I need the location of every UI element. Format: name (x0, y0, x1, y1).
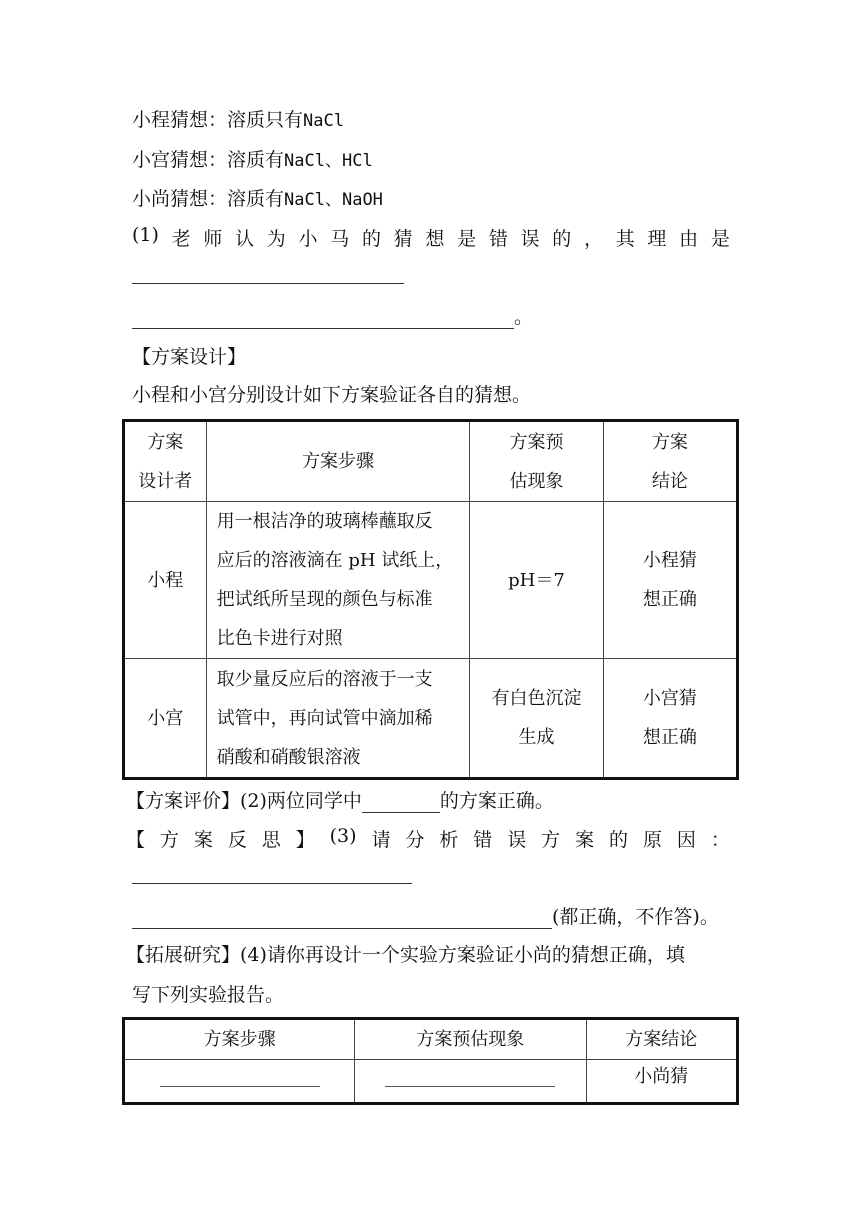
phenomenon-answer-cell[interactable] (355, 1060, 586, 1104)
answer-blank-1a[interactable] (132, 262, 404, 284)
phenomenon-cell: pH＝7 (470, 502, 603, 659)
answer-blank-3b: (都正确，不作答)。 (132, 902, 719, 929)
report-table-header (124, 1019, 738, 1060)
header-designer: 方案 设计者 (124, 421, 207, 502)
header-phenomenon: 方案预 估现象 (470, 421, 603, 502)
guess-xiaocheng: 小程猜想：溶质只有NaCl (132, 109, 344, 131)
table-row (124, 502, 738, 659)
table-row (124, 659, 738, 779)
header-conclusion: 方案 结论 (603, 421, 737, 502)
report-table (122, 1017, 739, 1105)
section-design-heading: 【方案设计】 (132, 346, 247, 368)
design-table (122, 419, 739, 780)
question-4-line1: 【拓展研究】(4)请你再设计一个实验方案验证小尚的猜想正确，填 (126, 944, 685, 966)
header-phenomenon: 方案预估现象 (355, 1019, 586, 1060)
conclusion-cell: 小宫猜 想正确 (603, 659, 737, 779)
answer-blank-1b[interactable]: 。 (132, 302, 533, 329)
question-1-text: (1) 老 师 认 为 小 马 的 猜 想 是 错 误 的 ， 其 理 由 是 (132, 224, 730, 250)
answer-blank-3a[interactable] (132, 862, 412, 884)
steps-cell: 取少量反应后的溶液于一支 试管中，再向试管中滴加稀 硝酸和硝酸银溶液 (206, 659, 470, 779)
conclusion-cell: 小程猜 想正确 (603, 502, 737, 659)
table-row (124, 1060, 738, 1104)
header-steps: 方案步骤 (206, 421, 470, 502)
question-2: 【方案评价】(2)两位同学中 的方案正确。 (126, 790, 554, 812)
design-intro: 小程和小宫分别设计如下方案验证各自的猜想。 (132, 384, 532, 406)
answer-blank-2[interactable] (362, 792, 440, 813)
header-steps: 方案步骤 (124, 1019, 355, 1060)
phenomenon-cell: 有白色沉淀 生成 (470, 659, 603, 779)
header-conclusion: 方案结论 (586, 1019, 738, 1060)
guess-xiaoshang: 小尚猜想：溶质有NaCl、NaOH (132, 188, 383, 210)
designer-cell: 小程 (124, 502, 207, 659)
steps-answer-cell[interactable] (124, 1060, 355, 1104)
question-3-text: 【 方 案 反 思 】 (3) 请 分 析 错 误 方 案 的 原 因 ： (126, 825, 730, 851)
question-4-line2: 写下列实验报告。 (132, 984, 285, 1006)
steps-cell: 用一根洁净的玻璃棒蘸取反 应后的溶液滴在 pH 试纸上， 把试纸所呈现的颜色与标准 比色卡进行对照 (206, 502, 470, 659)
guess-xiaogong: 小宫猜想：溶质有NaCl、HCl (132, 149, 373, 171)
conclusion-cell: 小尚猜 (586, 1060, 738, 1104)
design-table-header (124, 421, 738, 502)
designer-cell: 小宫 (124, 659, 207, 779)
